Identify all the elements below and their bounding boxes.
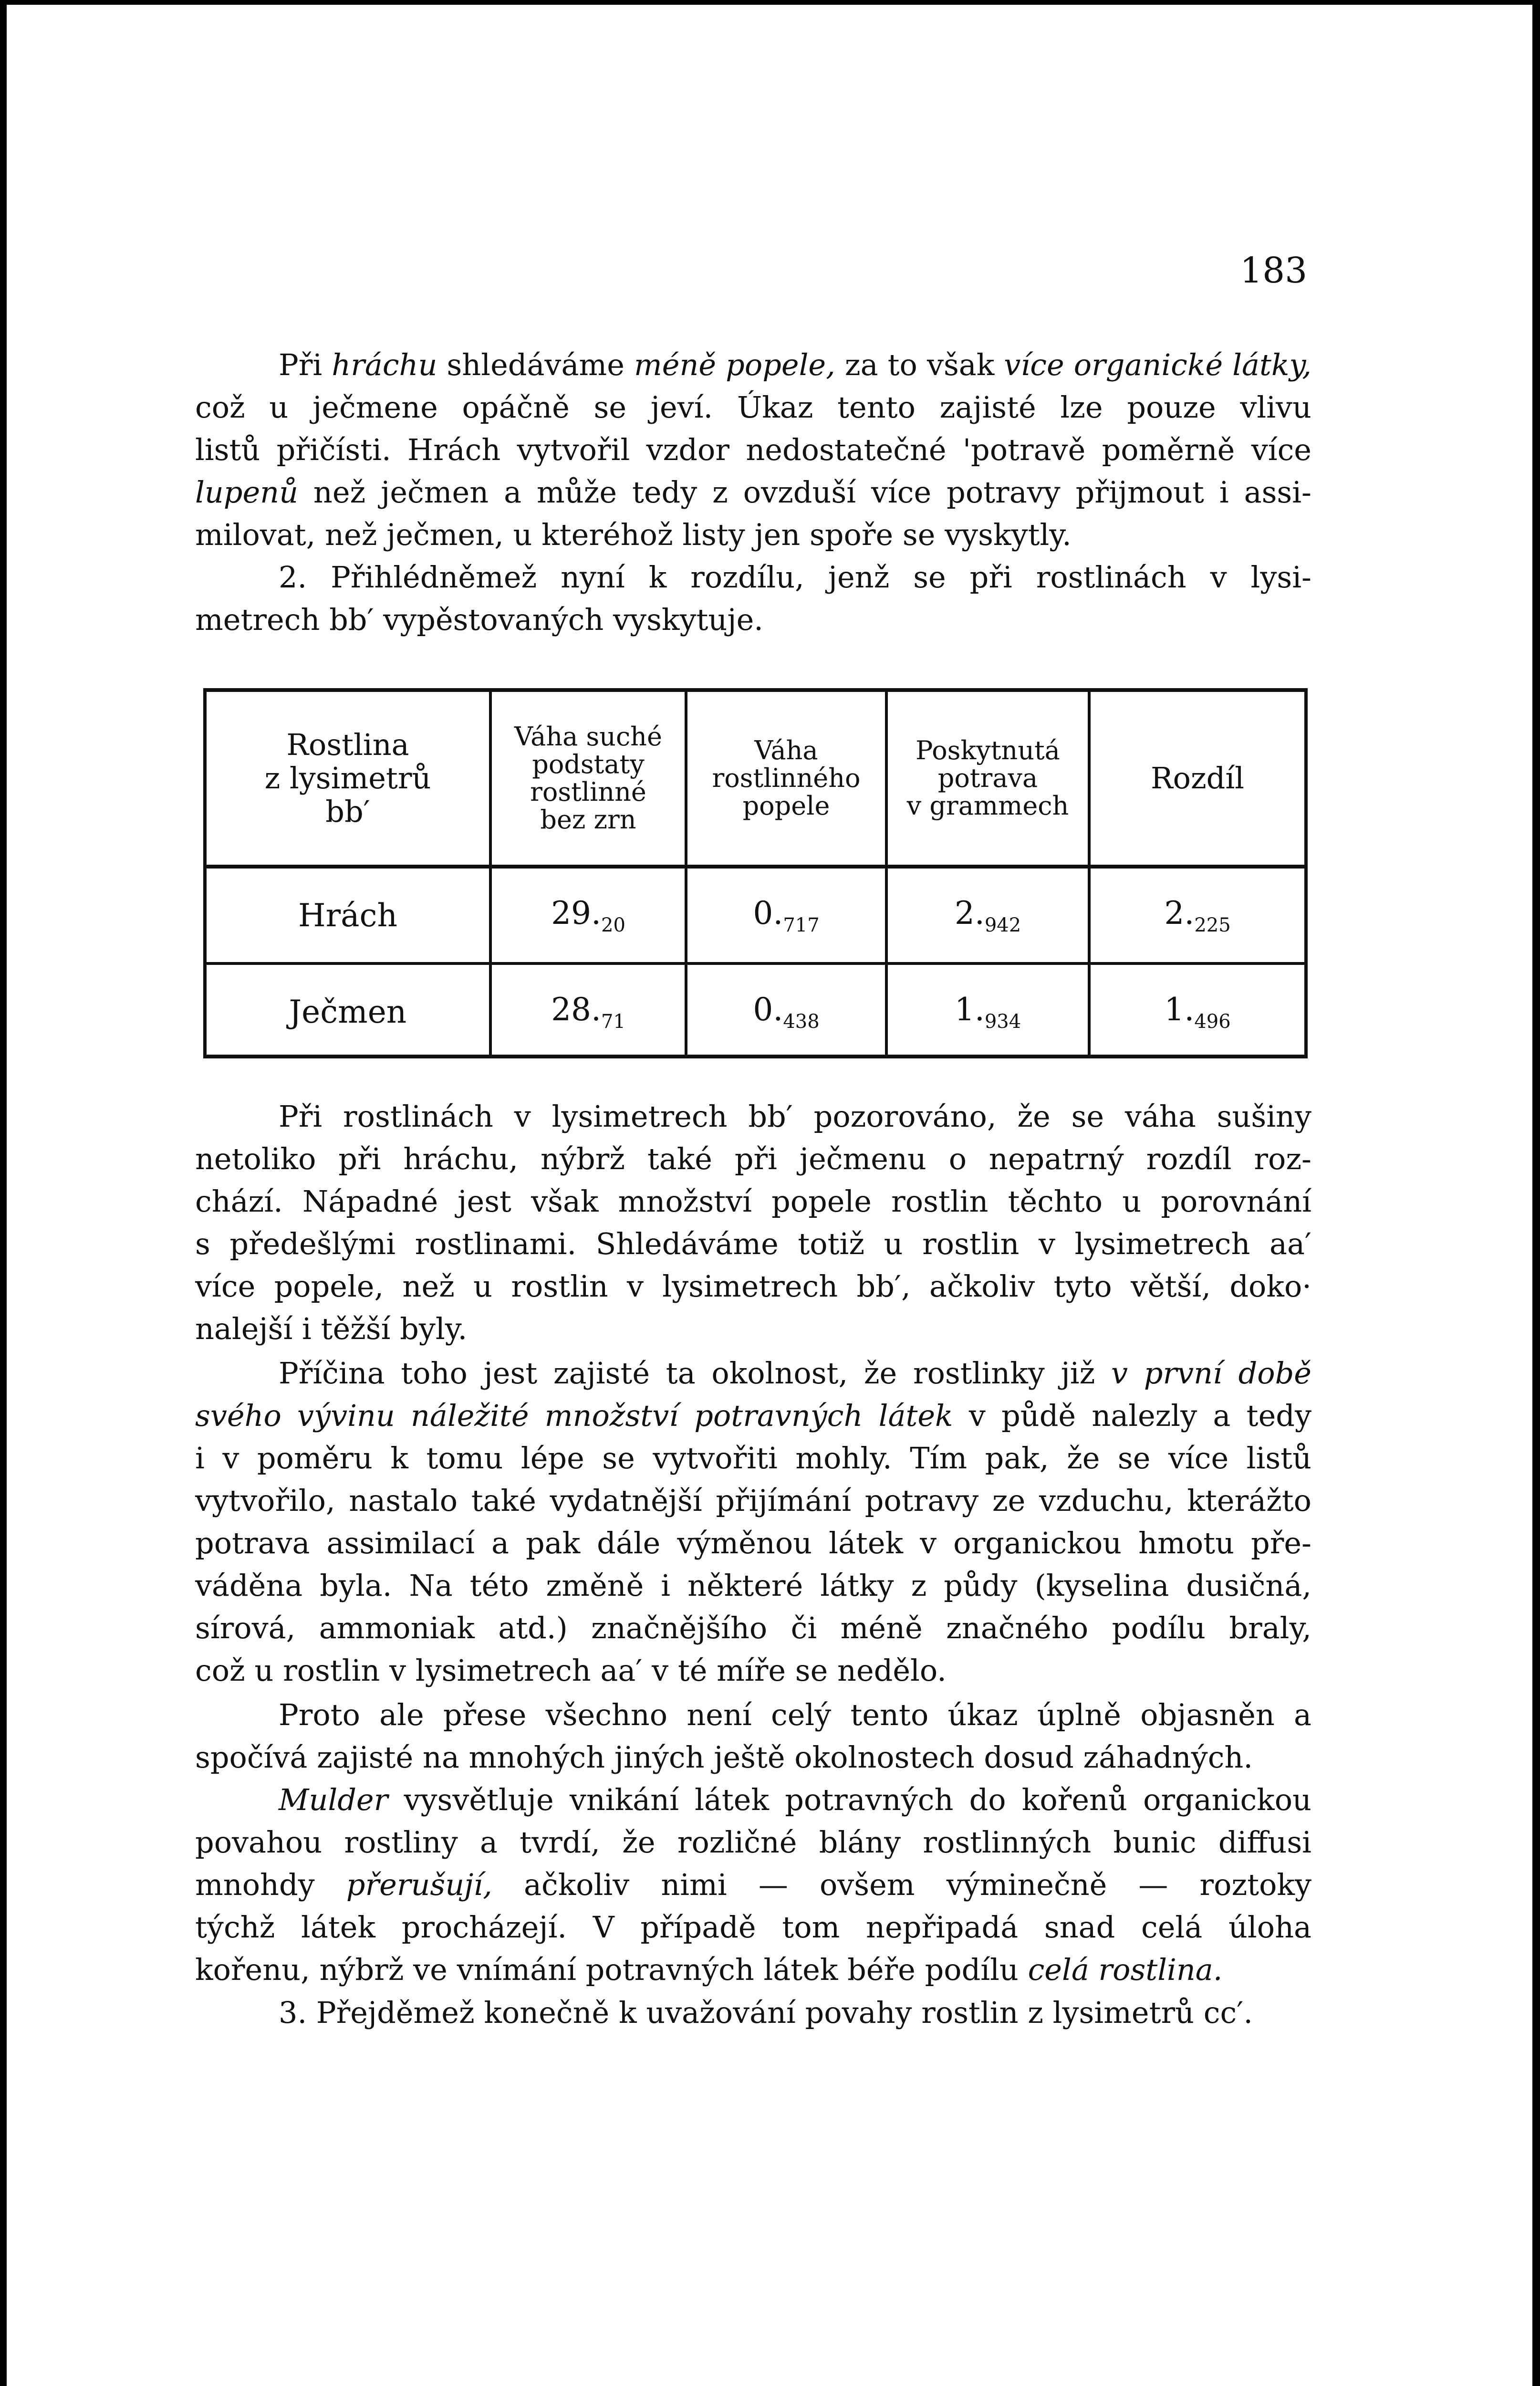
text-line: Proto ale přese všechno není celý tento úkaz úplně objasněn a — [279, 1697, 1311, 1732]
paragraph-6 — [195, 1779, 1311, 1991]
text-line — [195, 1607, 1311, 1649]
text-line: nalejší i těžší byly. — [195, 1311, 468, 1346]
text-line — [195, 1906, 1311, 1948]
paragraph-3 — [195, 1095, 1311, 1350]
text-line: spočívá zajisté na mnohých jiných ještě okolnostech dosud záhadných. — [195, 1740, 1253, 1775]
text-line: 2. Přihlédněmež nyní k rozdílu, jenž se při rostlinách v lysi- — [279, 560, 1311, 595]
text-segment: kořenu, nýbrž ve vnímání potravných látek béře podílu — [195, 1952, 1028, 1987]
text-segment: listů přičísti. Hrách vytvořil vzdor nedostatečné 'potravě poměrně více — [195, 432, 1311, 467]
paragraph-2 — [195, 556, 1311, 641]
text-segment: v půdě nalezly a tedy — [953, 1398, 1311, 1433]
cell-value: $0._{717}$ — [686, 867, 886, 963]
text-line: netoliko při hráchu, nýbrž také při ječmenu o nepatrný rozdíl roz- — [195, 1141, 1311, 1176]
text-line — [195, 386, 1311, 429]
text-line — [195, 1522, 1311, 1564]
header-difference: Rozdíl — [1089, 692, 1304, 867]
cell-plant-name: Ječmen — [289, 993, 407, 1030]
book-page — [7, 5, 1532, 2386]
italic-text: Mulder — [279, 1782, 388, 1817]
cell-value: $29._{20}$ — [490, 867, 686, 963]
paragraph-4 — [195, 1352, 1311, 1692]
cell-value: $2._{942}$ — [886, 867, 1089, 963]
text-line — [195, 1779, 1311, 1821]
cell-value: $2._{225}$ — [1089, 867, 1304, 963]
cell-value: $1._{496}$ — [1089, 963, 1304, 1058]
italic-text: lupenů — [195, 475, 299, 510]
table-row — [207, 867, 1304, 963]
text-line — [195, 1863, 1311, 1906]
text-segment: Při — [279, 347, 332, 382]
italic-text: méně popele, — [634, 347, 835, 382]
text-line: chází. Nápadné jest však množství popele rostlin těchto u porovnání — [195, 1184, 1311, 1219]
header-plant: Rostlina z lysimetrů bb′ — [207, 692, 490, 867]
italic-text: přerušují, — [346, 1867, 492, 1902]
italic-text: svého vývinu náležité množství potravných látek — [195, 1398, 953, 1433]
data-table — [203, 688, 1308, 1058]
paragraph-1 — [195, 344, 1311, 556]
text-line: metrech bb′ vypěstovaných vyskytuje. — [195, 602, 763, 637]
cell-value: $1._{934}$ — [886, 963, 1089, 1058]
cell-value: $0._{438}$ — [686, 963, 886, 1058]
header-provided-food: Poskytnutá potrava v grammech — [886, 692, 1089, 867]
paragraph-5 — [195, 1694, 1311, 1779]
text-segment: potrava assimilací a pak dále výměnou látek v organickou hmotu pře- — [195, 1526, 1311, 1560]
text-segment: což u rostlin v lysimetrech aa′ v té míře se nedělo. — [195, 1653, 947, 1688]
text-line — [195, 344, 1311, 386]
text-segment: za to však — [835, 347, 1004, 382]
header-ash-weight: Váha rostlinného popele — [686, 692, 886, 867]
text-line — [195, 471, 1311, 513]
text-segment: Příčina toho jest zajisté ta okolnost, že rostlinky již — [279, 1356, 1112, 1391]
text-line — [195, 1564, 1311, 1607]
italic-text: více organické látky, — [1004, 347, 1312, 382]
text-segment: sírová, ammoniak atd.) značnějšího či méně značného podílu braly, — [195, 1611, 1311, 1645]
text-line: více popele, než u rostlin v lysimetrech bb′, ačkoliv tyto větší, doko· — [195, 1269, 1311, 1304]
text-line — [195, 1821, 1311, 1863]
text-line: 3. Přejděmež konečně k uvažování povahy rostlin z lysimetrů cc′. — [279, 1995, 1253, 2030]
italic-text: hráchu — [332, 347, 437, 382]
text-segment: milovat, než ječmen, u kteréhož listy jen spoře se vyskytly. — [195, 517, 1072, 552]
table-header-row — [207, 692, 1304, 867]
page-number: 183 — [1240, 250, 1308, 291]
paragraph-7 — [195, 1991, 1311, 2034]
text-line — [195, 513, 1311, 556]
text-segment: vytvořilo, nastalo také vydatnější přijímání potravy ze vzduchu, kterážto — [195, 1483, 1311, 1518]
text-line — [195, 1479, 1311, 1522]
text-line: Při rostlinách v lysimetrech bb′ pozorováno, že se váha sušiny — [279, 1099, 1311, 1134]
text-line — [195, 429, 1311, 471]
text-line — [195, 1948, 1311, 1991]
text-line — [195, 1352, 1311, 1394]
header-dry-weight: Váha suché podstaty rostlinné bez zrn — [490, 692, 686, 867]
text-segment: shledáváme — [437, 347, 634, 382]
text-segment: což u ječmene opáčně se jeví. Úkaz tento zajisté lze pouze vlivu — [195, 390, 1311, 425]
cell-value: $28._{71}$ — [490, 963, 686, 1058]
italic-text: celá rostlina. — [1028, 1952, 1223, 1987]
text-line — [195, 1394, 1311, 1437]
text-segment: váděna byla. Na této změně i některé látky z půdy (kyselina dusičná, — [195, 1568, 1311, 1603]
table-row — [207, 963, 1304, 1058]
text-segment: než ječmen a může tedy z ovzduší více potravy přijmout i assi- — [298, 475, 1311, 510]
text-segment: týchž látek procházejí. V případě tom nepřipadá snad celá úloha — [195, 1910, 1311, 1945]
text-line: s předešlými rostlinami. Shledáváme totiž u rostlin v lysimetrech aa′ — [195, 1226, 1311, 1261]
italic-text: v první době — [1111, 1356, 1312, 1391]
text-segment: mnohdy — [195, 1867, 346, 1902]
text-segment: ačkoliv nimi — ovšem výminečně — roztoky — [492, 1867, 1311, 1902]
text-segment: vysvětluje vnikání látek potravných do kořenů organickou — [388, 1782, 1311, 1817]
cell-plant-name: Hrách — [207, 867, 490, 963]
text-segment: i v poměru k tomu lépe se vytvořiti mohly. Tím pak, že se více listů — [195, 1441, 1311, 1476]
text-segment: povahou rostliny a tvrdí, že rozličné blány rostlinných bunic diffusi — [195, 1825, 1311, 1860]
text-line — [195, 1437, 1311, 1479]
text-line — [195, 1649, 1311, 1692]
